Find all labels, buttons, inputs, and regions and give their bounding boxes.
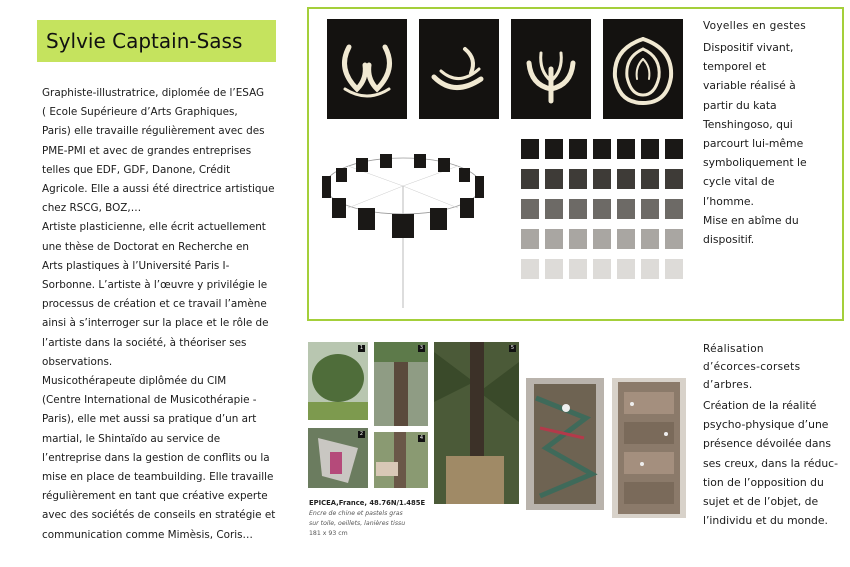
bio-line: telles que EDF, GDF, Danone, Crédit bbox=[42, 163, 231, 176]
voyelles-line: Tenshingoso, qui bbox=[703, 117, 793, 131]
frame-sequence-grid bbox=[519, 137, 691, 292]
bio-line: avec des sociétés de conseils en stratégie et bbox=[42, 509, 276, 522]
bio-line: régulièrement en tant que créative experte bbox=[42, 490, 268, 503]
artwork-title: EPICEA,France, 48.76N/1.485E bbox=[309, 499, 426, 507]
voyelles-line: l’homme. bbox=[703, 194, 754, 208]
voyelles-text bbox=[703, 38, 823, 249]
artwork-medium: Encre de chine et pastels gras bbox=[309, 510, 403, 517]
installation-diagram bbox=[318, 146, 488, 316]
bio-line: ( Ecole Supérieure d’Arts Graphiques, bbox=[42, 106, 238, 119]
photo-number-badge: 4 bbox=[419, 435, 424, 441]
tree-photo bbox=[374, 432, 428, 488]
artwork-medium: sur toile, oeillets, lanières tissu bbox=[309, 520, 406, 527]
bio-line: PME-PMI et avec de grandes entreprises bbox=[42, 144, 252, 157]
voyelles-line: partir du kata bbox=[703, 98, 777, 112]
voyelles-line: cycle vital de bbox=[703, 175, 775, 189]
voyelles-line: temporel et bbox=[703, 60, 767, 74]
sculpture-photo bbox=[603, 19, 683, 119]
artwork-dimensions: 181 x 93 cm bbox=[309, 530, 348, 537]
ecorces-title-line: d’écorces-corsets bbox=[703, 361, 801, 373]
bio-line: chez RSCG, BOZ,… bbox=[42, 202, 142, 215]
voyelles-line: variable réalisé à bbox=[703, 79, 796, 93]
tree-photo bbox=[434, 342, 519, 504]
sculpture-photo bbox=[511, 19, 591, 119]
bio-line: mise en place de teambuilding. Elle travaille bbox=[42, 471, 274, 484]
voyelles-title: Voyelles en gestes bbox=[703, 20, 807, 32]
tree-photo bbox=[374, 342, 428, 426]
bio-line: Musicothérapeute diplômée du CIM bbox=[42, 375, 227, 388]
bio-line: Arts plastiques à l’Université Paris I- bbox=[42, 259, 230, 272]
sculpture-photo bbox=[419, 19, 499, 119]
bio-line: Agricole. Elle a aussi été directrice artistique bbox=[42, 183, 275, 196]
bark-corset-photo bbox=[526, 378, 604, 510]
bio-line: l’artiste dans la société, à théoriser ses bbox=[42, 336, 247, 349]
voyelles-line: Dispositif vivant, bbox=[703, 41, 794, 54]
bio-line: observations. bbox=[42, 355, 113, 368]
bio-line: Paris) elle travaille régulièrement avec des bbox=[42, 125, 265, 138]
bio-line: martial, le Shintaïdo au service de bbox=[42, 432, 221, 445]
voyelles-line: Mise en abîme du bbox=[703, 213, 799, 227]
bark-corset-photo bbox=[612, 378, 686, 518]
bio-line: Artiste plasticienne, elle écrit actuellement bbox=[42, 221, 266, 234]
voyelles-line: symboliquement le bbox=[703, 156, 807, 170]
bio-line: Sorbonne. L’artiste à l’œuvre y privilégie le bbox=[42, 279, 268, 292]
voyelles-line: dispositif. bbox=[703, 233, 755, 247]
photo-number-badge: 2 bbox=[359, 431, 364, 437]
ecorces-line: ses creux, dans la réduc- bbox=[703, 456, 838, 470]
bio-line: (Centre International de Musicothérapie - bbox=[42, 394, 257, 407]
voyelles-line: parcourt lui-même bbox=[703, 137, 804, 151]
bio-line: processus de création et ce travail l’amène bbox=[42, 298, 267, 311]
tree-photo bbox=[308, 342, 368, 420]
ecorces-line: sujet et de l’objet, de bbox=[703, 495, 819, 509]
biography bbox=[42, 84, 292, 545]
ecorces-title-line: Réalisation bbox=[703, 343, 764, 355]
bio-line: l’entreprise dans la gestion de conflits ou la bbox=[42, 451, 270, 464]
bio-line: communication comme Mimèsis, Coris… bbox=[42, 528, 253, 541]
sculpture-photo bbox=[327, 19, 407, 119]
page-title: Sylvie Captain-Sass bbox=[46, 29, 243, 53]
bio-line: une thèse de Doctorat en Recherche en bbox=[42, 240, 249, 253]
bio-line: ainsi à s’interroger sur la place et le rôle de bbox=[42, 317, 269, 330]
ecorces-line: l’individu et du monde. bbox=[703, 514, 828, 528]
ecorces-title bbox=[703, 340, 800, 394]
ecorces-text bbox=[703, 396, 843, 530]
photo-number-badge: 3 bbox=[419, 345, 424, 351]
bio-line: Paris), elle met aussi sa pratique d’un art bbox=[42, 413, 257, 426]
ecorces-title-line: d’arbres. bbox=[703, 379, 753, 391]
tree-photo bbox=[308, 428, 368, 488]
name-banner bbox=[37, 20, 276, 62]
photo-number-badge: 5 bbox=[510, 345, 515, 351]
ecorces-line: tion de l’opposition du bbox=[703, 475, 824, 489]
ecorces-line: Création de la réalité bbox=[703, 399, 817, 412]
ecorces-line: psycho-physique d’une bbox=[703, 418, 829, 432]
photo-number-badge: 1 bbox=[359, 345, 364, 351]
ecorces-line: présence dévoilée dans bbox=[703, 437, 831, 451]
bio-line: Graphiste-illustratrice, diplomée de l’ESAG bbox=[42, 87, 265, 99]
